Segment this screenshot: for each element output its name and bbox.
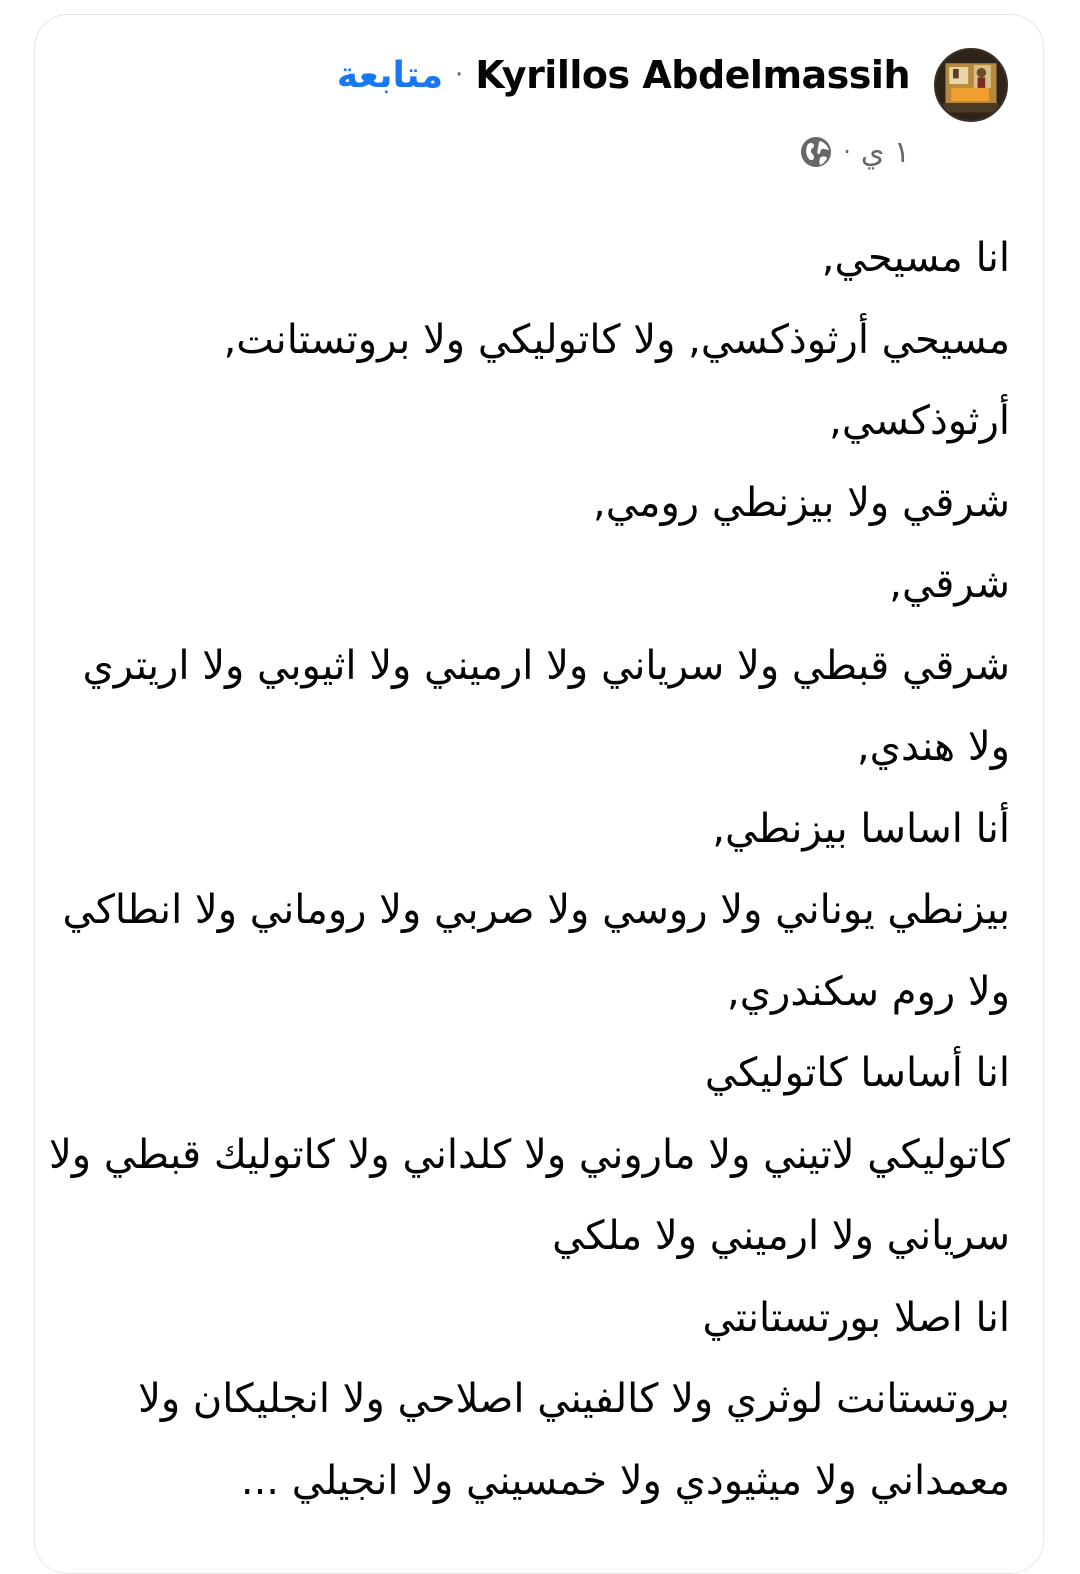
post-meta xyxy=(799,132,910,172)
post-line: أنا اساسا بيزنطي, xyxy=(712,805,1010,852)
globe-icon[interactable] xyxy=(799,135,833,169)
post-line: سرياني ولا ارميني ولا ملكي xyxy=(552,1213,1010,1259)
follow-button[interactable]: متابعة xyxy=(336,54,444,96)
post-line: انا اصلا بورتستانتي xyxy=(702,1294,1010,1341)
post-line: ولا هندي, xyxy=(856,724,1010,770)
post-line: شرقي ولا بيزنطي رومي, xyxy=(593,479,1010,526)
post-line: شرقي قبطي ولا سرياني ولا ارميني ولا اثيوبي ولا اريتري xyxy=(82,642,1010,689)
author-name[interactable]: Kyrillos Abdelmassih xyxy=(475,53,910,97)
post-line: معمداني ولا ميثيودي ولا خمسيني ولا انجيلي ... xyxy=(240,1457,1010,1504)
author-name-row xyxy=(337,50,910,100)
author-avatar[interactable] xyxy=(934,48,1008,122)
avatar-image xyxy=(936,50,1006,120)
post-line: شرقي, xyxy=(889,561,1010,607)
post-line: أرثوذكسي, xyxy=(829,398,1010,444)
meta-separator-dot: · xyxy=(843,138,851,166)
post-line: انا أساسا كاتوليكي xyxy=(704,1050,1010,1096)
post-line: انا مسيحي, xyxy=(821,235,1010,281)
post-line: ولا روم سكندري, xyxy=(727,968,1010,1015)
post-body xyxy=(50,218,1010,1522)
post-line: مسيحي أرثوذكسي, ولا كاتوليكي ولا بروتستانت, xyxy=(223,316,1010,363)
post-line: بروتستانت لوثري ولا كالفيني اصلاحي ولا انجليكان ولا xyxy=(138,1376,1010,1422)
post-line: بيزنطي يوناني ولا روسي ولا صربي ولا روماني ولا انطاكي xyxy=(62,887,1010,933)
post-header xyxy=(34,14,1044,214)
separator-dot: · xyxy=(455,60,464,90)
post-timestamp[interactable]: ١ ي xyxy=(860,134,910,170)
post-line: كاتوليكي لاتيني ولا ماروني ولا كلداني ولا كاتوليك قبطي ولا xyxy=(48,1131,1010,1178)
